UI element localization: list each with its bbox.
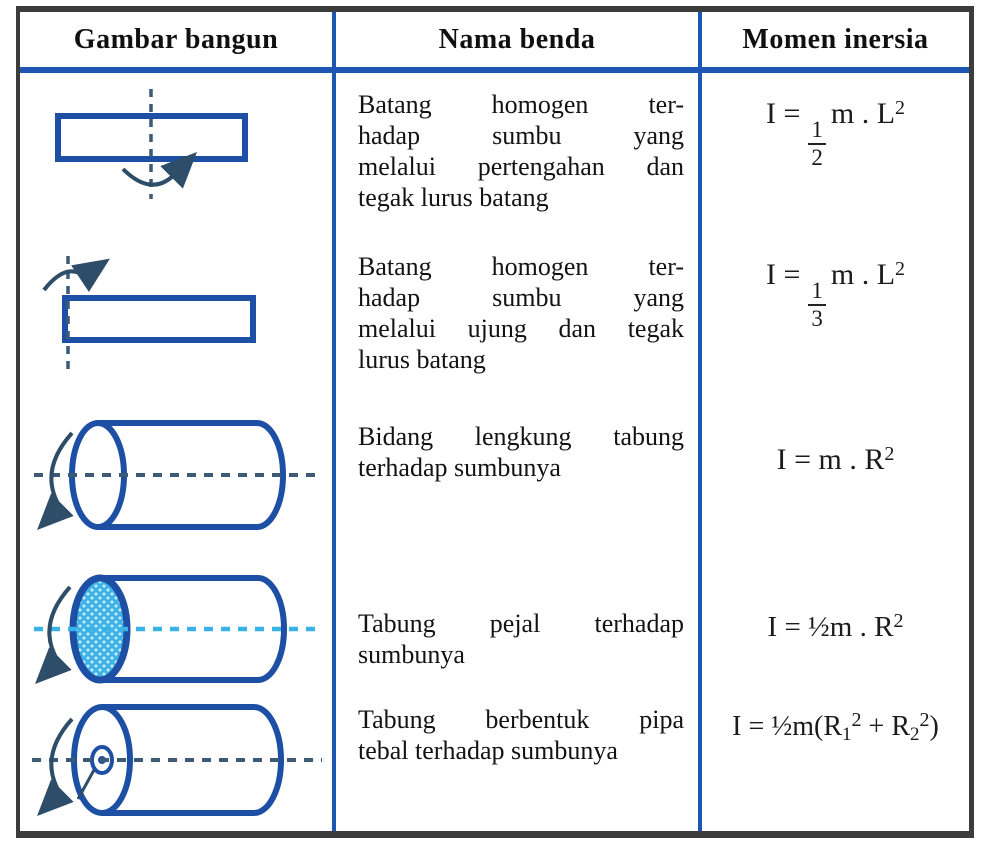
name-line: sumbunya (358, 640, 465, 669)
name-line: tegak lurus batang (358, 183, 549, 212)
name-line: tebal terhadap sumbunya (358, 736, 618, 765)
name-line: terhadap sumbunya (358, 453, 561, 482)
name-line: hadap sumbu yang (358, 283, 684, 312)
formula-cell (698, 401, 969, 556)
header-momen-inersia: Momen inersia (698, 12, 969, 67)
table-row (20, 693, 969, 831)
figure-cell (20, 73, 332, 236)
moment-of-inertia-table (16, 6, 974, 838)
name-line: Tabung pejal terhadap (358, 609, 684, 638)
formula-cell (698, 556, 969, 693)
name-line: Bidang lengkung tabung (358, 422, 684, 451)
header-nama-benda: Nama benda (332, 12, 698, 67)
inertia-formula: I = m . $R^2$ (776, 443, 895, 476)
name-line: Batang homogen ter- (358, 90, 684, 119)
solid-cylinder-figure (26, 564, 326, 693)
table-row (20, 401, 969, 556)
name-line: Tabung berbentuk pipa (358, 705, 684, 734)
table-header-row (20, 12, 969, 73)
inertia-formula: $I = \frac{1}{2}m(R_1^2 + R_2^2)$ (732, 709, 939, 745)
figure-cell (20, 693, 332, 831)
rod-end-axis-figure (26, 248, 326, 376)
header-gambar-bangun: Gambar bangun (73, 23, 279, 55)
table-row (20, 236, 969, 401)
inertia-formula: I = ½m . $R^2$ (767, 610, 904, 643)
inertia-formula: I = $\frac{1}{3}$ m . $L^2$ (765, 258, 906, 332)
name-cell (332, 236, 698, 401)
rod-center-axis-figure (26, 83, 326, 205)
hollow-cylinder-figure (26, 407, 326, 549)
figure-cell (20, 236, 332, 401)
table-row (20, 556, 969, 693)
name-cell (332, 401, 698, 556)
name-line: hadap sumbu yang (358, 121, 684, 150)
name-cell (332, 693, 698, 831)
name-cell (332, 556, 698, 693)
figure-cell (20, 556, 332, 693)
table-body (20, 73, 969, 831)
table-row (20, 73, 969, 236)
name-line: lurus batang (358, 345, 486, 374)
figure-cell (20, 401, 332, 556)
formula-cell (698, 73, 969, 236)
thick-pipe-cylinder-figure (26, 695, 326, 831)
name-line: melalui ujung dan tegak (358, 314, 684, 343)
formula-cell (698, 236, 969, 401)
name-line: Batang homogen ter- (358, 252, 684, 281)
inertia-formula: I = $\frac{1}{2}$ m . $L^2$ (765, 97, 906, 171)
name-line: melalui pertengahan dan (358, 152, 684, 181)
formula-cell (698, 693, 969, 831)
name-cell (332, 73, 698, 236)
